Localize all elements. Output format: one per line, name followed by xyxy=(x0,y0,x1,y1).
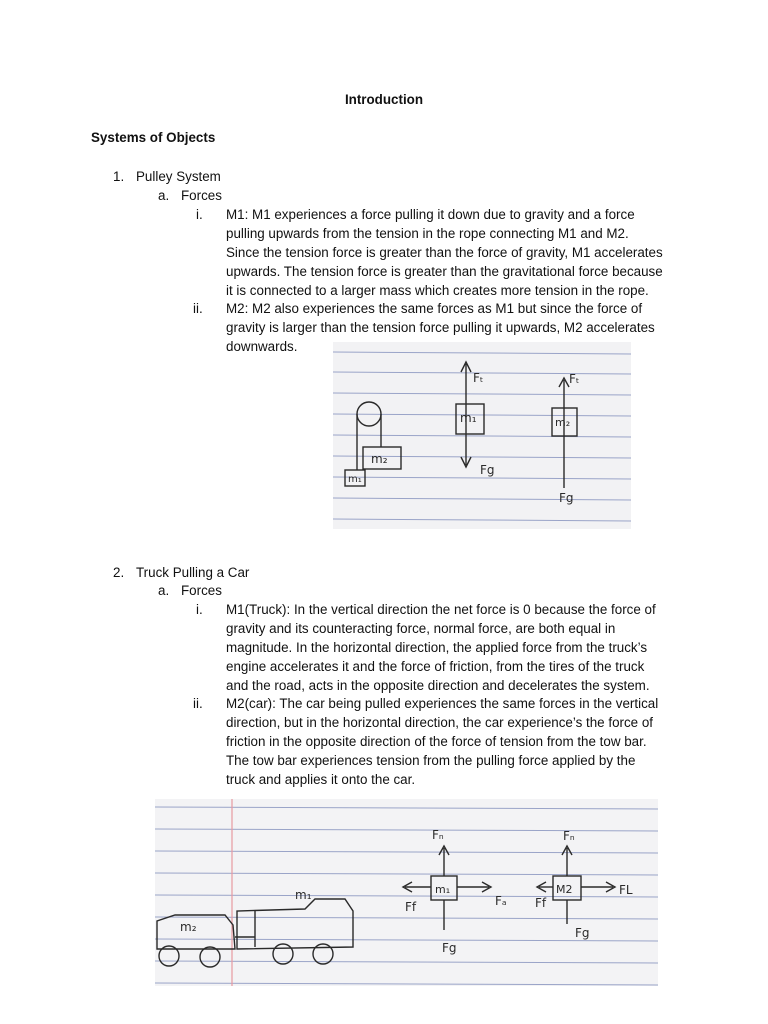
paragraph-line: gravity is larger than the tension force pulling it upwards, M2 accelerates xyxy=(226,320,655,335)
paragraph-line: M1: M1 experiences a force pulling it down due to gravity and a force xyxy=(226,207,635,222)
sketch-label: m₂ xyxy=(180,920,197,934)
paragraph-line: M1(Truck): In the vertical direction the net force is 0 because the force of xyxy=(226,602,656,617)
item2-number: 2. xyxy=(113,565,125,580)
sketch-label: Ff xyxy=(405,900,417,914)
sketch-label: m₁ xyxy=(460,411,477,425)
paragraph-line: downwards. xyxy=(226,339,298,354)
paragraph-line: M2: M2 also experiences the same forces as M1 but since the force of xyxy=(226,301,643,316)
sketch-label: m₂ xyxy=(371,452,388,466)
paragraph-line: pulling upwards from the tension in the rope connecting M1 and M2. xyxy=(226,226,629,241)
paragraph-line: engine accelerates it and the force of friction, from the tires of the truck xyxy=(226,659,645,674)
paragraph-line: Since the tension force is greater than the force of gravity, M1 accelerates xyxy=(226,245,663,260)
truck-sketch xyxy=(155,799,658,986)
paragraph-line: it is connected to a larger mass which creates more tension in the rope. xyxy=(226,283,649,298)
item2-point-i-paragraph xyxy=(226,600,656,695)
paragraph-line: and the road, acts in the opposite direction and decelerates the system. xyxy=(226,678,650,693)
paragraph-line: friction in the opposite direction of the force of tension from the tow bar. xyxy=(226,734,647,749)
item1-title: Pulley System xyxy=(136,169,221,184)
sketch-label: Fg xyxy=(575,926,590,940)
item1-number: 1. xyxy=(113,169,125,184)
pulley-sketch-photo xyxy=(333,342,631,529)
sketch-label: Fₙ xyxy=(563,829,575,843)
pulley-sketch xyxy=(333,342,631,529)
sketch-label: FL xyxy=(619,883,633,897)
sketch-label: Fg xyxy=(442,941,457,955)
sketch-label: m₁ xyxy=(435,883,451,896)
sketch-label: Ff xyxy=(535,896,547,910)
paragraph-line: The tow bar experiences tension from the pulling force applied by the xyxy=(226,753,636,768)
paragraph-line: truck and applies it onto the car. xyxy=(226,772,416,787)
truck-sketch-photo xyxy=(155,799,658,986)
sketch-label: Fₙ xyxy=(432,828,444,842)
sketch-label: m₂ xyxy=(555,416,571,429)
item1-sub-letter: a. xyxy=(158,188,170,203)
sketch-label: Fg xyxy=(480,463,495,477)
item2-sub-title: Forces xyxy=(181,583,222,598)
item1-sub-title: Forces xyxy=(181,188,222,203)
paragraph-line: magnitude. In the horizontal direction, the applied force from the truck’s xyxy=(226,640,648,655)
paragraph-line: gravity and its counteracting force, normal force, are both equal in xyxy=(226,621,616,636)
paragraph-line: M2(car): The car being pulled experiences the same forces in the vertical xyxy=(226,696,659,711)
item2-point-ii-paragraph xyxy=(226,694,658,789)
sketch-label: Fₜ xyxy=(569,372,580,386)
sketch-label: Fₐ xyxy=(495,894,507,908)
sketch-label: m₁ xyxy=(295,888,312,902)
item2-title: Truck Pulling a Car xyxy=(136,565,250,580)
document-title: Introduction xyxy=(344,92,424,107)
item1-point-ii-numeral: ii. xyxy=(193,301,203,316)
sketch-label: M2 xyxy=(556,883,573,896)
section-heading: Systems of Objects xyxy=(91,130,216,145)
sketch-label: Fₜ xyxy=(473,371,484,385)
item2-point-ii-numeral: ii. xyxy=(193,696,203,711)
paragraph-line: upwards. The tension force is greater than the gravitational force because xyxy=(226,264,663,279)
item2-sub-letter: a. xyxy=(158,583,170,598)
item1-point-i-paragraph xyxy=(226,205,663,300)
item1-point-i-numeral: i. xyxy=(196,207,203,222)
sketch-label: m₁ xyxy=(348,474,362,485)
sketch-label: Fg xyxy=(559,491,574,505)
paragraph-line: direction, but in the horizontal direction, the car experience’s the force of xyxy=(226,715,654,730)
item2-point-i-numeral: i. xyxy=(196,602,203,617)
